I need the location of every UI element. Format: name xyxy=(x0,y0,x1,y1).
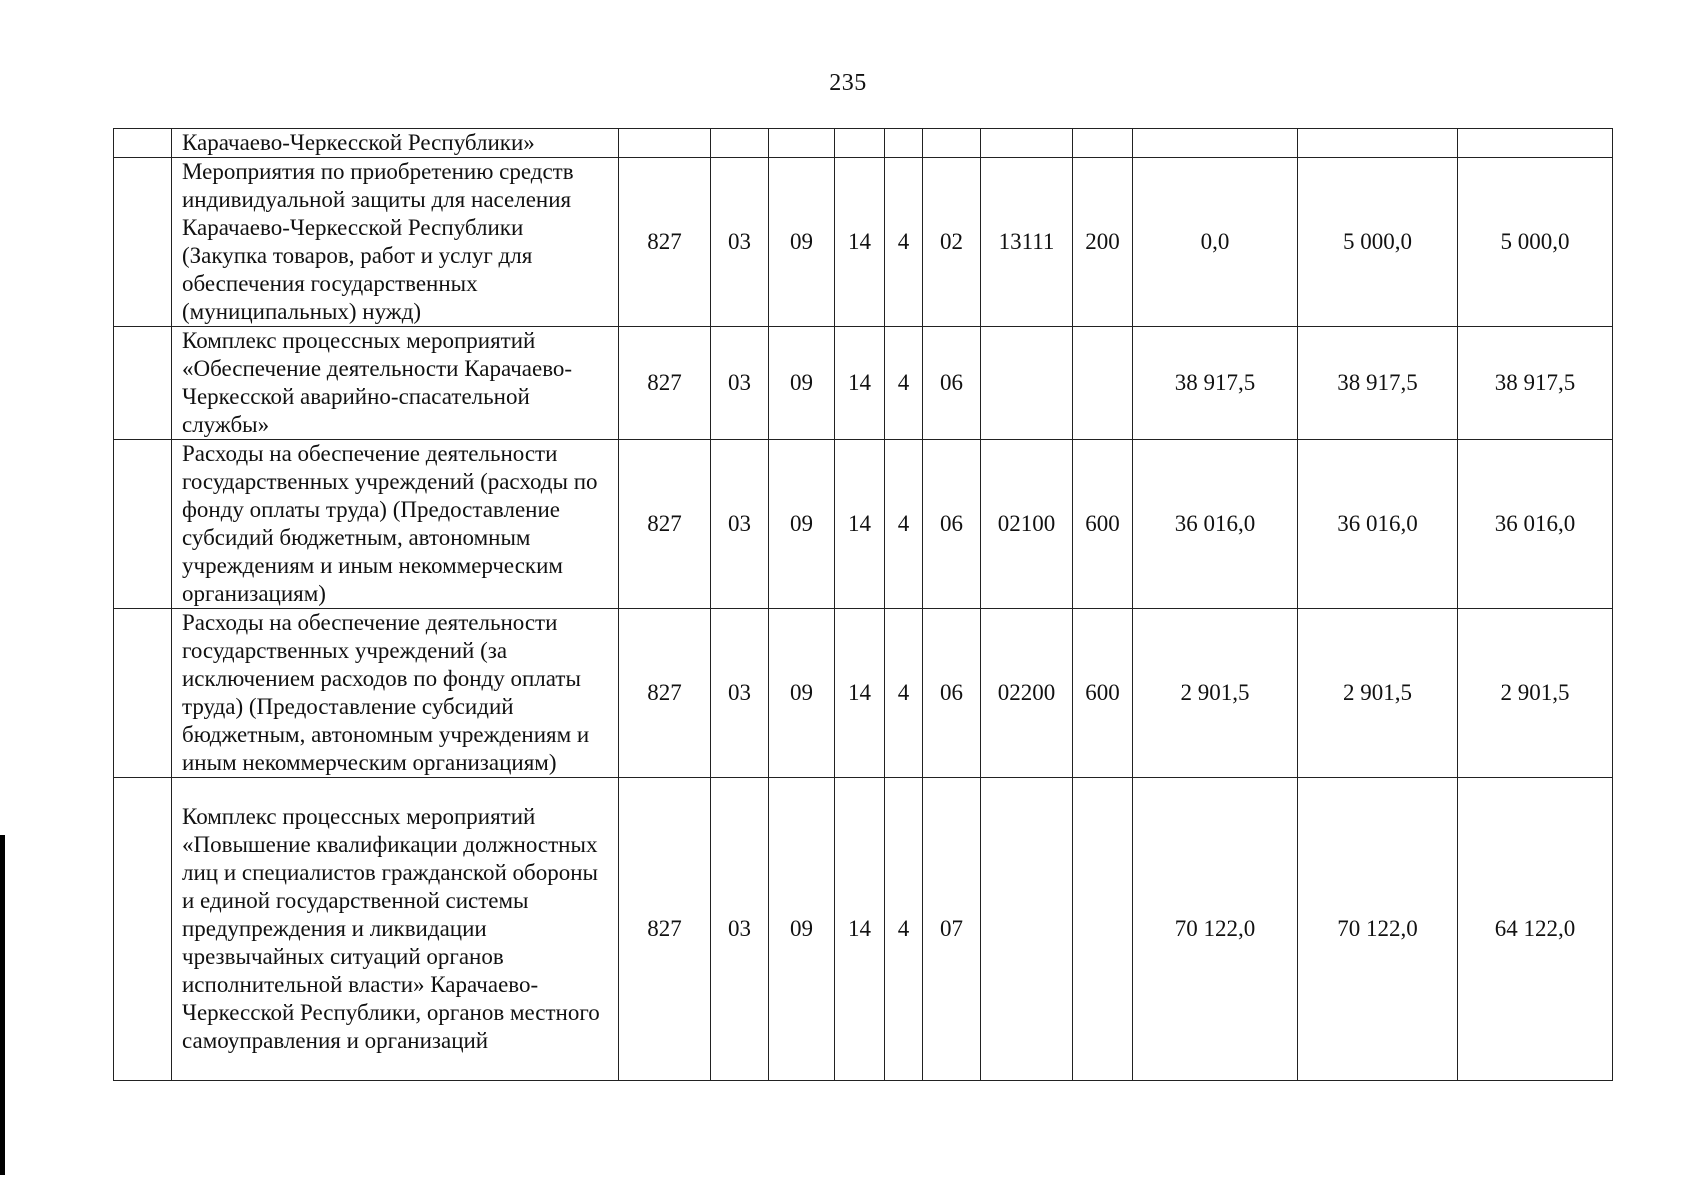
amount-year2-cell: 36 016,0 xyxy=(1298,440,1458,609)
row-number-cell xyxy=(114,129,172,158)
subprogram-code-cell: 4 xyxy=(885,609,923,778)
row-number-cell xyxy=(114,778,172,1081)
item-name-cell: Комплекс процессных мероприятий «Повышение квалификации должностных лиц и специалистов гражданской обороны и единой государственной системы предупреждения и ликвидации чрезвычайных ситуаций органов исполнительной власти» Карачаево-Черкесской Республики, органов местного самоуправления и организаций xyxy=(172,778,619,1081)
item-name-cell: Расходы на обеспечение деятельности государственных учреждений (расходы по фонду оплаты труда) (Предоставление субсидий бюджетным, автономным учреждениям и иным некоммерческим организациям) xyxy=(172,440,619,609)
section-code-cell xyxy=(711,129,769,158)
scan-edge-mark xyxy=(0,835,5,1175)
page-number: 235 xyxy=(829,70,867,96)
amount-year1-cell: 38 917,5 xyxy=(1133,327,1298,440)
amount-year3-cell xyxy=(1458,129,1613,158)
direction-code-cell: 02100 xyxy=(981,440,1073,609)
table-row xyxy=(114,778,1613,1081)
budget-table xyxy=(113,128,1613,1081)
amount-year3-cell: 5 000,0 xyxy=(1458,158,1613,327)
expense-type-cell: 600 xyxy=(1073,440,1133,609)
direction-code-cell xyxy=(981,327,1073,440)
amount-year2-cell: 70 122,0 xyxy=(1298,778,1458,1081)
measure-code-cell: 06 xyxy=(923,327,981,440)
table-row xyxy=(114,327,1613,440)
measure-code-cell: 02 xyxy=(923,158,981,327)
section-code-cell: 03 xyxy=(711,609,769,778)
program-code-cell: 14 xyxy=(835,327,885,440)
program-code-cell: 14 xyxy=(835,440,885,609)
amount-year2-cell xyxy=(1298,129,1458,158)
direction-code-cell: 13111 xyxy=(981,158,1073,327)
section-code-cell: 03 xyxy=(711,158,769,327)
amount-year1-cell: 0,0 xyxy=(1133,158,1298,327)
ministry-code-cell: 827 xyxy=(619,158,711,327)
direction-code-cell xyxy=(981,129,1073,158)
measure-code-cell: 06 xyxy=(923,440,981,609)
section-code-cell: 03 xyxy=(711,327,769,440)
ministry-code-cell: 827 xyxy=(619,778,711,1081)
expense-type-cell: 200 xyxy=(1073,158,1133,327)
amount-year1-cell xyxy=(1133,129,1298,158)
subsection-code-cell: 09 xyxy=(769,778,835,1081)
subsection-code-cell: 09 xyxy=(769,158,835,327)
direction-code-cell: 02200 xyxy=(981,609,1073,778)
program-code-cell: 14 xyxy=(835,158,885,327)
amount-year3-cell: 36 016,0 xyxy=(1458,440,1613,609)
amount-year1-cell: 2 901,5 xyxy=(1133,609,1298,778)
row-number-cell xyxy=(114,609,172,778)
amount-year3-cell: 38 917,5 xyxy=(1458,327,1613,440)
ministry-code-cell xyxy=(619,129,711,158)
ministry-code-cell: 827 xyxy=(619,609,711,778)
item-name-cell: Карачаево-Черкесской Республики» xyxy=(172,129,619,158)
row-number-cell xyxy=(114,440,172,609)
subprogram-code-cell: 4 xyxy=(885,778,923,1081)
item-name-cell: Мероприятия по приобретению средств индивидуальной защиты для населения Карачаево-Черкесской Республики (Закупка товаров, работ и услуг для обеспечения государственных (муниципальных) нужд) xyxy=(172,158,619,327)
row-number-cell xyxy=(114,158,172,327)
measure-code-cell xyxy=(923,129,981,158)
section-code-cell: 03 xyxy=(711,778,769,1081)
item-name-cell: Расходы на обеспечение деятельности государственных учреждений (за исключением расходов по фонду оплаты труда) (Предоставление субсидий бюджетным, автономным учреждениям и иным некоммерческим организациям) xyxy=(172,609,619,778)
amount-year2-cell: 2 901,5 xyxy=(1298,609,1458,778)
amount-year2-cell: 5 000,0 xyxy=(1298,158,1458,327)
subprogram-code-cell: 4 xyxy=(885,158,923,327)
item-name-cell: Комплекс процессных мероприятий «Обеспечение деятельности Карачаево-Черкесской аварийно-спасательной службы» xyxy=(172,327,619,440)
subprogram-code-cell: 4 xyxy=(885,327,923,440)
row-number-cell xyxy=(114,327,172,440)
amount-year1-cell: 70 122,0 xyxy=(1133,778,1298,1081)
program-code-cell: 14 xyxy=(835,609,885,778)
subsection-code-cell: 09 xyxy=(769,327,835,440)
subsection-code-cell xyxy=(769,129,835,158)
ministry-code-cell: 827 xyxy=(619,327,711,440)
table-row xyxy=(114,158,1613,327)
measure-code-cell: 06 xyxy=(923,609,981,778)
table-row xyxy=(114,609,1613,778)
table-row xyxy=(114,440,1613,609)
subprogram-code-cell xyxy=(885,129,923,158)
expense-type-cell xyxy=(1073,778,1133,1081)
amount-year1-cell: 36 016,0 xyxy=(1133,440,1298,609)
subprogram-code-cell: 4 xyxy=(885,440,923,609)
expense-type-cell: 600 xyxy=(1073,609,1133,778)
subsection-code-cell: 09 xyxy=(769,609,835,778)
measure-code-cell: 07 xyxy=(923,778,981,1081)
expense-type-cell xyxy=(1073,327,1133,440)
table-row xyxy=(114,129,1613,158)
program-code-cell: 14 xyxy=(835,778,885,1081)
amount-year2-cell: 38 917,5 xyxy=(1298,327,1458,440)
section-code-cell: 03 xyxy=(711,440,769,609)
program-code-cell xyxy=(835,129,885,158)
direction-code-cell xyxy=(981,778,1073,1081)
expense-type-cell xyxy=(1073,129,1133,158)
subsection-code-cell: 09 xyxy=(769,440,835,609)
amount-year3-cell: 2 901,5 xyxy=(1458,609,1613,778)
amount-year3-cell: 64 122,0 xyxy=(1458,778,1613,1081)
ministry-code-cell: 827 xyxy=(619,440,711,609)
